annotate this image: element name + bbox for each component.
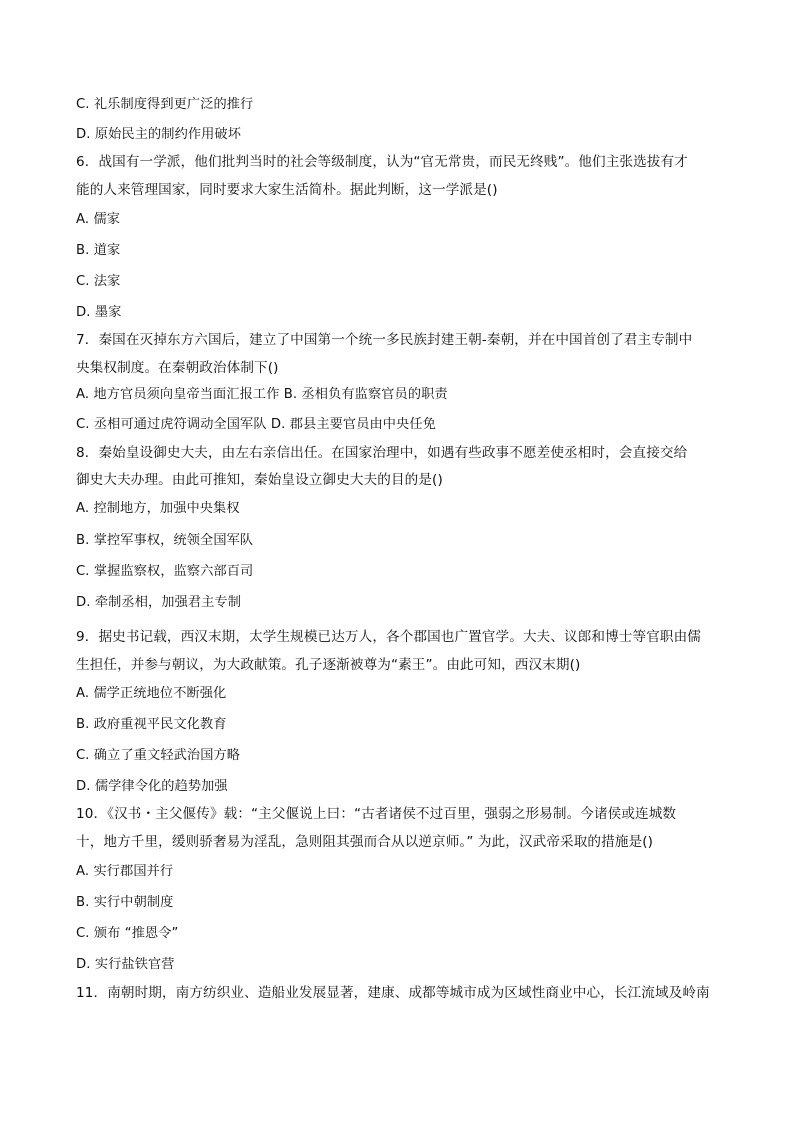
question-6-line-2: 能的人来管理国家，同时要求大家生活简朴。据此判断，这一学派是() bbox=[76, 182, 498, 198]
question-8-line-2: 御史大夫办理。由此可推知，秦始皇设立御史大夫的目的是() bbox=[76, 472, 443, 488]
question-9-line-2: 生担任，并参与朝议，为大政献策。孔子逐渐被尊为“素王”。由此可知，西汉末期() bbox=[76, 657, 581, 673]
option-b-q9: B. 政府重视平民文化教育 bbox=[76, 717, 227, 732]
question-7-line-2: 央集权制度。在秦朝政治体制下() bbox=[76, 360, 279, 376]
options-cd-q7: C. 丞相可通过虎符调动全国军队 D. 郡县主要官员由中央任免 bbox=[76, 417, 436, 432]
option-b-q8: B. 掌控军事权，统领全国军队 bbox=[76, 533, 254, 548]
question-10-line-1: 10．《汉书・主父偃传》载：“主父偃说上曰：“古者诸侯不过百里，强弱之形易制。今诸侯或连城数 bbox=[76, 806, 677, 822]
option-c-q6: C. 法家 bbox=[76, 274, 121, 289]
option-d-q10: D. 实行盐铁官营 bbox=[76, 957, 175, 972]
option-d-q8: D. 牵制丞相，加强君主专制 bbox=[76, 595, 241, 610]
options-ab-q7: A. 地方官员须向皇帝当面汇报工作 B. 丞相负有监察官员的职责 bbox=[76, 387, 448, 402]
option-c-q8: C. 掌握监察权，监察六部百司 bbox=[76, 564, 254, 579]
question-11-line-1: 11．南朝时期，南方纺织业、造船业发展显著，建康、成都等城市成为区域性商业中心，长江流域及岭南 bbox=[76, 985, 710, 1001]
option-c-q10: C. 颁布 “推恩令” bbox=[76, 926, 179, 941]
question-7-line-1: 7．秦国在灭掉东方六国后，建立了中国第一个统一多民族封建王朝-秦朝，并在中国首创了君主专制中 bbox=[76, 332, 693, 348]
question-6-line-1: 6．战国有一学派，他们批判当时的社会等级制度，认为“官无常贵，而民无终贱”。他们主张选拔有才 bbox=[76, 154, 688, 170]
option-a-q9: A. 儒学正统地位不断强化 bbox=[76, 686, 227, 701]
option-a-q6: A. 儒家 bbox=[76, 212, 121, 227]
option-a-q10: A. 实行郡国并行 bbox=[76, 864, 174, 879]
question-10-line-2: 十，地方千里，缓则骄奢易为淫乱，急则阻其强而合从以逆京师。” 为此，汉武帝采取的措施是() bbox=[76, 834, 654, 850]
option-c-q9: C. 确立了重文轻武治国方略 bbox=[76, 748, 241, 763]
option-d-q9: D. 儒学律令化的趋势加强 bbox=[76, 779, 228, 794]
option-d-q5: D. 原始民主的制约作用破坏 bbox=[76, 127, 241, 142]
option-c-q5: C. 礼乐制度得到更广泛的推行 bbox=[76, 97, 254, 112]
option-b-q6: B. 道家 bbox=[76, 243, 121, 258]
option-a-q8: A. 控制地方，加强中央集权 bbox=[76, 501, 240, 516]
option-d-q6: D. 墨家 bbox=[76, 305, 122, 320]
question-9-line-1: 9．据史书记载，西汉末期，太学生规模已达万人，各个郡国也广置官学。大夫、议郎和博士等官职由儒 bbox=[76, 629, 701, 645]
option-b-q10: B. 实行中朝制度 bbox=[76, 895, 174, 910]
question-8-line-1: 8．秦始皇设御史大夫，由左右亲信出任。在国家治理中，如遇有些政事不愿差使丞相时，会直接交给 bbox=[76, 445, 688, 461]
